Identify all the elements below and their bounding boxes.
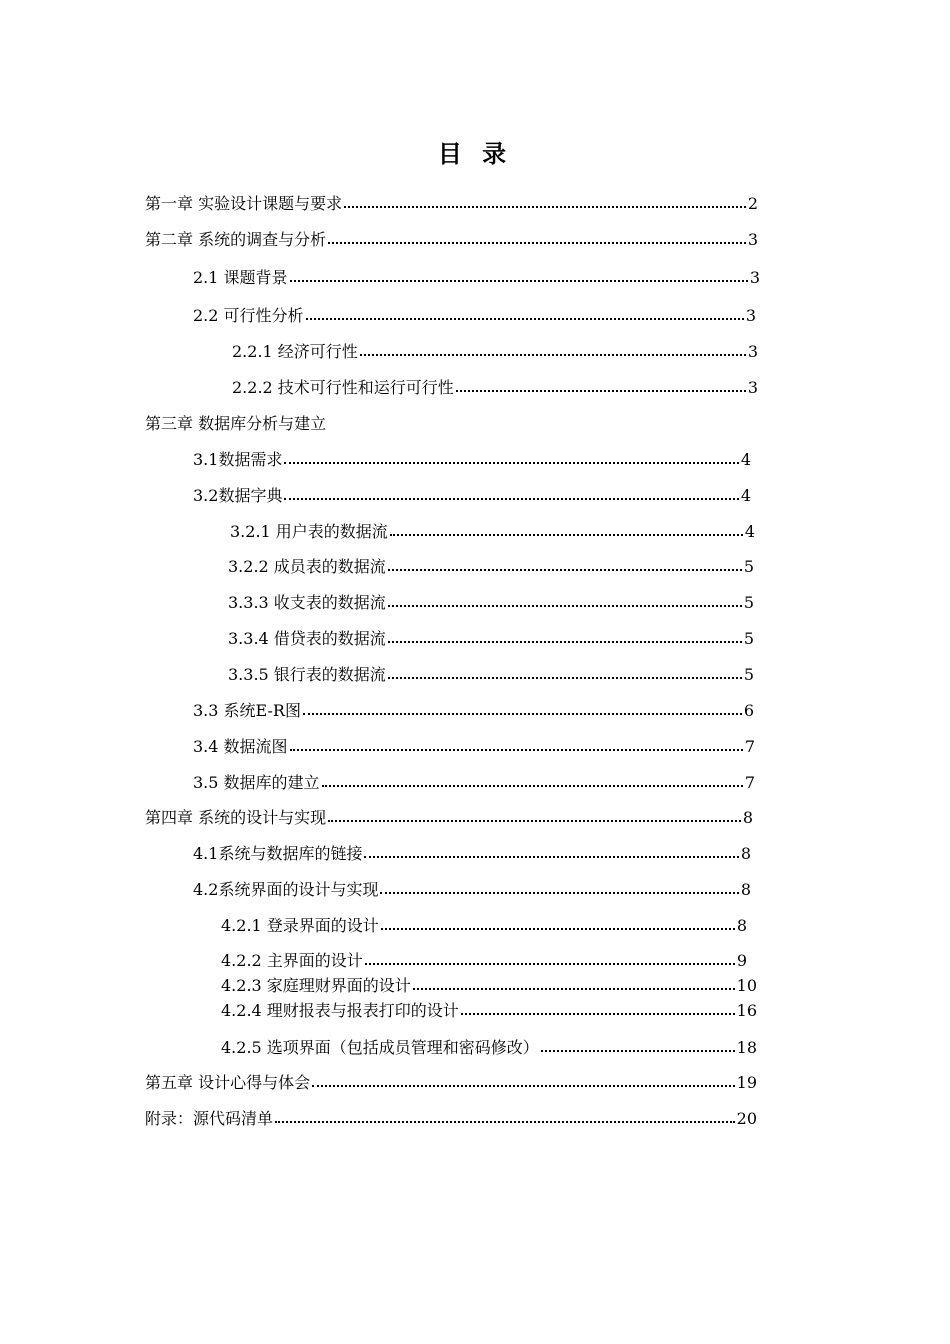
toc-leader-dots xyxy=(388,677,742,679)
toc-entry-label: 4.2.4 理财报表与报表打印的设计 xyxy=(221,1001,459,1020)
toc-leader-dots xyxy=(275,1121,735,1123)
toc-entry-page: 10 xyxy=(736,976,757,995)
toc-entry-page: 3 xyxy=(749,268,760,287)
toc-entry-label: 3.3.4 借贷表的数据流 xyxy=(228,629,386,648)
toc-entry xyxy=(228,661,754,685)
toc-entry xyxy=(145,804,753,828)
toc-entry xyxy=(228,625,754,649)
toc-entry-label: 第五章 设计心得与体会 xyxy=(145,1073,311,1092)
toc-leader-dots xyxy=(306,318,744,320)
toc-entry-label: 第一章 实验设计课题与要求 xyxy=(145,194,343,213)
toc-entry-label: 附录：源代码清单 xyxy=(145,1109,274,1128)
toc-entry xyxy=(193,264,760,288)
toc-entry xyxy=(193,769,755,793)
toc-entry-label: 4.2.1 登录界面的设计 xyxy=(221,916,379,935)
toc-entry-label: 4.2.5 选项界面（包括成员管理和密码修改） xyxy=(221,1038,539,1057)
toc-entry-page: 4 xyxy=(740,486,751,505)
toc-entry xyxy=(193,482,751,506)
toc-entry-label: 3.1数据需求 xyxy=(193,450,283,469)
toc-entry-label: 3.2.2 成员表的数据流 xyxy=(228,557,386,576)
toc-entry xyxy=(221,972,757,996)
toc-entry xyxy=(228,553,754,577)
toc-entry-page: 3 xyxy=(747,342,758,361)
toc-entry-label: 2.2 可行性分析 xyxy=(193,306,304,325)
toc-entry-page: 2 xyxy=(747,194,758,213)
toc-entry xyxy=(221,912,747,936)
toc-entry xyxy=(193,302,756,326)
toc-entry-page: 7 xyxy=(744,773,755,792)
toc-leader-dots xyxy=(413,988,735,990)
toc-leader-dots xyxy=(456,390,746,392)
toc-entry xyxy=(145,1069,757,1093)
toc-entry xyxy=(193,876,751,900)
toc-entry xyxy=(228,589,754,613)
toc-leader-dots xyxy=(461,1013,735,1015)
toc-entry-label: 4.2系统界面的设计与实现 xyxy=(193,880,379,899)
toc-leader-dots xyxy=(388,605,742,607)
toc-leader-dots xyxy=(303,713,742,715)
toc-entry xyxy=(193,697,754,721)
toc-entry-page: 16 xyxy=(736,1001,757,1020)
toc-entry xyxy=(145,226,758,250)
toc-entry xyxy=(193,840,751,864)
toc-leader-dots xyxy=(541,1050,735,1052)
toc-entry xyxy=(145,1105,757,1129)
toc-title: 目 录 xyxy=(437,140,513,168)
toc-entry-page: 3 xyxy=(747,378,758,397)
toc-entry xyxy=(221,997,757,1021)
toc-leader-dots xyxy=(290,280,748,282)
toc-entry-page: 8 xyxy=(740,844,751,863)
toc-entry xyxy=(145,410,758,434)
toc-leader-dots xyxy=(328,242,746,244)
toc-entry-label: 第四章 系统的设计与实现 xyxy=(145,808,327,827)
toc-entry-page: 8 xyxy=(740,880,751,899)
toc-entry-page: 5 xyxy=(743,629,754,648)
toc-entry xyxy=(221,1034,757,1058)
toc-entry-label: 2.1 课题背景 xyxy=(193,268,288,287)
toc-entry-page: 5 xyxy=(743,557,754,576)
toc-entry-page: 4 xyxy=(744,522,755,541)
toc-entry-page: 5 xyxy=(743,593,754,612)
toc-entry-page: 5 xyxy=(743,665,754,684)
toc-leader-dots xyxy=(390,534,743,536)
toc-entry-label: 3.3.5 银行表的数据流 xyxy=(228,665,386,684)
toc-leader-dots xyxy=(360,354,746,356)
toc-entry-label: 第三章 数据库分析与建立 xyxy=(145,414,327,433)
toc-leader-dots xyxy=(312,1085,735,1087)
toc-entry-page: 6 xyxy=(743,701,754,720)
toc-leader-dots xyxy=(284,462,738,464)
toc-entry-page: 3 xyxy=(745,306,756,325)
toc-entry-label: 4.2.3 家庭理财界面的设计 xyxy=(221,976,411,995)
toc-entry-label: 3.3 系统E-R图 xyxy=(193,701,301,720)
toc-entry xyxy=(193,446,751,470)
toc-entry-label: 3.4 数据流图 xyxy=(193,737,288,756)
toc-leader-dots xyxy=(381,928,735,930)
toc-entry-label: 3.2.1 用户表的数据流 xyxy=(230,522,388,541)
toc-entry-page: 4 xyxy=(740,450,751,469)
toc-entry-page: 9 xyxy=(736,951,747,970)
toc-leader-dots xyxy=(328,820,741,822)
toc-leader-dots xyxy=(290,749,743,751)
toc-entry-label: 3.3.3 收支表的数据流 xyxy=(228,593,386,612)
toc-entry xyxy=(232,338,758,362)
toc-leader-dots xyxy=(284,498,738,500)
toc-entry xyxy=(230,518,755,542)
toc-entry-label: 4.2.2 主界面的设计 xyxy=(221,951,363,970)
toc-leader-dots xyxy=(364,856,738,858)
toc-entry-page: 7 xyxy=(744,737,755,756)
toc-entry-page: 18 xyxy=(736,1038,757,1057)
toc-leader-dots xyxy=(380,892,738,894)
toc-leader-dots xyxy=(388,569,742,571)
toc-leader-dots xyxy=(388,641,742,643)
toc-entry xyxy=(193,733,755,757)
toc-entry xyxy=(232,374,758,398)
toc-entry-page: 8 xyxy=(736,916,747,935)
toc-entry xyxy=(221,947,747,971)
toc-entry-page: 19 xyxy=(736,1073,757,1092)
toc-entry-page: 3 xyxy=(747,230,758,249)
toc-leader-dots xyxy=(322,785,743,787)
toc-entry-page: 8 xyxy=(742,808,753,827)
toc-leader-dots xyxy=(344,206,746,208)
toc-entry-label: 2.2.1 经济可行性 xyxy=(232,342,358,361)
toc-entry-label: 2.2.2 技术可行性和运行可行性 xyxy=(232,378,454,397)
toc-entry-page: 20 xyxy=(736,1109,757,1128)
toc-entry-label: 3.2数据字典 xyxy=(193,486,283,505)
toc-leader-dots xyxy=(365,963,735,965)
toc-entry-label: 3.5 数据库的建立 xyxy=(193,773,320,792)
toc-entry-label: 第二章 系统的调查与分析 xyxy=(145,230,327,249)
toc-entry xyxy=(145,190,758,214)
toc-entry-label: 4.1系统与数据库的链接 xyxy=(193,844,363,863)
